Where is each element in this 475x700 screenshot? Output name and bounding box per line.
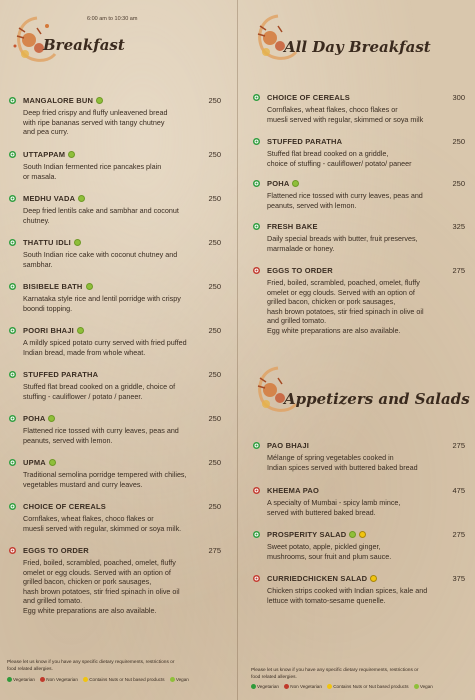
item-name-text: POHA [23,414,46,423]
menu-item-header [251,222,467,233]
item-description [267,149,463,168]
item-price: 250 [208,238,221,247]
menu-item-header [7,414,223,425]
item-description-line: Mélange of spring vegetables cooked in [267,453,394,462]
item-price: 275 [452,530,465,539]
item-name [23,150,75,159]
item-name-text: MANGALORE BUN [23,96,94,105]
item-description-line: Karnataka style rice and lentil porridge with crispy [23,294,181,303]
nut-icon [359,531,366,538]
item-description-line: Egg white preparations are also available. [267,325,401,335]
item-price: 250 [452,137,465,146]
veg-icon [253,180,260,187]
menu-item [7,502,223,533]
veg-icon [9,503,16,510]
item-price: 250 [208,414,221,423]
veg-icon [253,531,260,538]
nonveg-icon [253,575,260,582]
menu-item-header [251,179,467,190]
item-description-line: or masala. [23,171,57,181]
vegan-icon [48,415,55,422]
veg-icon [9,327,16,334]
item-description [23,294,219,313]
menu-item [7,282,223,313]
item-name [23,282,93,291]
item-description-line: A specialty of Mumbai - spicy lamb mince, [267,498,401,507]
item-price: 275 [208,546,221,555]
legend-nonveg: Non Vegetarian [290,684,322,689]
item-name [267,266,333,275]
menu-item [251,486,467,517]
veg-icon [251,684,256,689]
diet-legend [251,684,437,689]
menu-item [7,238,223,269]
item-description-line: Indian spices served with buttered baked bread [267,462,418,472]
item-description [23,206,219,225]
veg-icon [9,459,16,466]
item-description-line: Fried, boiled, scrambled, poached, omelet, fluffy [23,558,176,567]
item-price: 250 [208,326,221,335]
item-description-line: muesli served with regular, skimmed or soya milk [267,114,424,124]
item-description-line: stuffing - cauliflower / potato / paneer. [23,391,143,401]
item-description [23,108,219,137]
menu-item [7,194,223,225]
item-name-text: PAO BHAJI [267,441,310,450]
item-description [23,426,219,445]
veg-icon [7,677,12,682]
veg-icon [9,151,16,158]
item-description-line: Flattened rice tossed with curry leaves, peas and [267,191,423,200]
vegan-icon [78,195,85,202]
menu-item-header [7,370,223,381]
menu-item-header [7,326,223,337]
menu-item [7,150,223,181]
breakfast-header [5,10,230,70]
legend-nut: Contains Nuts or Nut based products [89,677,165,682]
item-price: 250 [208,458,221,467]
item-description-line: vegetables mustard and curry leaves. [23,479,143,489]
item-description-line: hash brown potatoes, stir fried spinach in olive oil [267,306,424,316]
nonveg-icon [253,267,260,274]
item-name-text: UPMA [23,458,46,467]
item-name [267,93,350,102]
item-name [267,441,309,450]
dietary-note-line: food related allergies. [251,674,297,680]
veg-icon [9,415,16,422]
item-name-text: EGGS TO ORDER [267,266,333,275]
vegan-icon [68,151,75,158]
menu-item-header [251,486,467,497]
all-day-header [244,8,469,68]
item-description-line: and grilled tomato. [267,316,327,326]
item-description-line: lettuce with tomato-sesame quenelle. [267,595,386,605]
item-name-text: EGGS TO ORDER [23,546,89,555]
item-description-line: peanuts, served with lemon. [267,200,357,210]
item-description-line: and grilled tomato. [23,596,83,606]
item-price: 275 [452,441,465,450]
vegan-icon [96,97,103,104]
menu-item [7,458,223,489]
item-name [23,502,106,511]
item-price: 250 [208,370,221,379]
legend-vegan: Vegan [419,684,433,689]
item-name-text: PROSPERITY SALAD [267,530,347,539]
menu-item [251,222,467,253]
item-description-line: Flattened rice tossed with curry leaves, peas and [23,426,179,435]
item-price: 250 [208,502,221,511]
dietary-note [7,660,232,673]
item-name-text: STUFFED PARATHA [267,137,343,146]
item-price: 250 [208,150,221,159]
item-name-text: CHOICE OF CEREALS [23,502,106,511]
item-price: 250 [208,194,221,203]
dietary-note-line: Please let us know if you have any specific dietary requirements, restrictions or [7,660,175,665]
item-description-line: Daily special breads with butter, fruit preserves, [267,234,418,243]
item-price: 300 [452,93,465,102]
legend-nut: Contains Nuts or Nut based products [333,684,409,689]
item-description-line: Fried, boiled, scrambled, poached, omelet, fluffy [267,278,420,287]
item-name [267,530,366,539]
item-description [267,191,463,210]
item-description [23,514,219,533]
menu-item-header [7,282,223,293]
diet-legend [7,677,193,682]
menu-item [251,93,467,124]
item-name [267,574,377,583]
item-description [23,470,219,489]
menu-item [7,414,223,445]
item-name [23,96,103,105]
item-description [23,250,219,269]
dietary-note-line: Please let us know if you have any specific dietary requirements, restrictions or [251,668,419,673]
menu-item [251,441,467,472]
menu-item-header [251,266,467,277]
item-description-line: peanuts, served with lemon. [23,435,113,445]
item-name [23,238,81,247]
item-description-line: hash brown potatoes, stir fried spinach in olive oil [23,586,180,596]
item-name [23,546,89,555]
menu-item-header [251,93,467,104]
breakfast-hours: 6:00 am to 10:30 am [87,16,138,22]
veg-icon [253,442,260,449]
menu-item-header [251,574,467,585]
menu-item-header [7,150,223,161]
item-description-line: chutney. [23,215,50,225]
item-price: 250 [208,96,221,105]
menu-item [7,326,223,357]
item-name [23,194,85,203]
item-description-line: boondi topping. [23,303,73,313]
item-name-text: UTTAPPAM [23,150,66,159]
legend-veg: Vegetarian [257,684,279,689]
item-description-line: Deep fried crispy and fluffy unleavened bread [23,108,168,117]
vegan-icon [414,684,419,689]
item-description-line: Indian bread, made from whole wheat. [23,347,146,357]
veg-icon [9,97,16,104]
nonveg-icon [253,487,260,494]
menu-item-header [7,502,223,513]
item-price: 250 [208,282,221,291]
item-name [267,222,318,231]
item-description-line: muesli served with regular, skimmed or soya milk. [23,523,182,533]
item-name-text: CHOICE OF CEREALS [267,93,350,102]
vegan-icon [49,459,56,466]
item-description-line: omelet or egg clouds. Served with an option of [267,287,415,297]
item-description-line: marmalade or honey. [267,243,335,253]
veg-icon [9,283,16,290]
vegan-icon [74,239,81,246]
item-name-text: THATTU IDLI [23,238,71,247]
all-day-title: All Day Breakfast [284,38,431,56]
menu-item-header [7,238,223,249]
item-name-text: MEDHU VADA [23,194,76,203]
breakfast-title: Breakfast [43,36,125,54]
item-price: 250 [452,179,465,188]
menu-item [7,546,223,615]
item-description-line: A mildly spiced potato curry served with fried puffed [23,338,187,347]
item-description-line: Egg white preparations are also available. [23,605,157,615]
dietary-note [251,668,475,681]
item-description [267,542,463,561]
menu-item-header [251,137,467,148]
menu-item-header [7,458,223,469]
item-name [23,458,56,467]
item-name [23,326,84,335]
nut-icon [327,684,332,689]
item-description [23,382,219,401]
veg-icon [9,195,16,202]
menu-item [251,530,467,561]
item-price: 375 [452,574,465,583]
item-description-line: Stuffed flat bread cooked on a griddle, choice of [23,382,176,391]
item-price: 275 [452,266,465,275]
item-name [23,414,55,423]
item-price: 475 [452,486,465,495]
item-description [267,234,463,253]
vegan-icon [349,531,356,538]
item-description-line: Sweet potato, apple, pickled ginger, [267,542,381,551]
item-description-line: South Indian rice cake with coconut chutney and [23,250,178,259]
veg-icon [9,371,16,378]
menu-item [251,137,467,168]
item-description [23,162,219,181]
menu-item [251,179,467,210]
menu-item-header [251,441,467,452]
item-name-text: BISIBELE BATH [23,282,83,291]
item-name [267,137,342,146]
item-description-line: sambhar. [23,259,53,269]
item-description-line: Cornflakes, wheat flakes, choco flakes or [267,105,398,114]
item-description [267,278,463,336]
legend-vegan: Vegan [175,677,189,682]
item-description-line: Chicken strips cooked with Indian spices, kale and [267,586,428,595]
item-description-line: and pea curry. [23,127,69,137]
veg-icon [9,239,16,246]
nut-icon [370,575,377,582]
item-description-line: grilled bacon, chicken or pork sausages, [267,297,396,307]
item-name [23,370,98,379]
veg-icon [253,138,260,145]
item-price: 325 [452,222,465,231]
item-name [267,486,319,495]
menu-item-header [251,530,467,541]
item-description-line: Stuffed flat bread cooked on a griddle, [267,149,389,158]
menu-item [251,266,467,335]
item-description [267,105,463,124]
item-name [267,179,299,188]
nonveg-icon [284,684,289,689]
vegan-icon [170,677,175,682]
menu-item-header [7,546,223,557]
item-description [267,586,463,605]
nut-icon [83,677,88,682]
menu-item [251,574,467,605]
legend-nonveg: Non Vegetarian [46,677,78,682]
item-description-line: grilled bacon, chicken or pork sausages, [23,577,152,587]
veg-icon [253,223,260,230]
item-name-text: FRESH BAKE [267,222,318,231]
vegan-icon [77,327,84,334]
veg-icon [253,94,260,101]
appetizers-title: Appetizers and Salads [284,390,470,408]
vegan-icon [292,180,299,187]
item-description-line: mushrooms, sour fruit and plum sauce. [267,551,392,561]
item-name-text: KHEEMA PAO [267,486,320,495]
menu-item [7,370,223,401]
dietary-note-line: food related allergies. [7,666,53,672]
menu-item-header [7,194,223,205]
legend-veg: Vegetarian [13,677,35,682]
column-divider [237,0,238,700]
nonveg-icon [9,547,16,554]
appetizers-header [244,360,469,420]
item-name-text: POHA [267,179,290,188]
nonveg-icon [40,677,45,682]
item-name-text: STUFFED PARATHA [23,370,99,379]
item-description-line: with ripe bananas served with tangy chutney [23,117,165,127]
item-description-line: served with buttered baked bread. [267,507,376,517]
item-description-line: choice of stuffing - cauliflower/ potato/ paneer [267,158,412,168]
item-description-line: Traditional semolina porridge tempered with chilies, [23,470,187,479]
item-description-line: South Indian fermented rice pancakes plain [23,162,162,171]
item-description [267,498,463,517]
vegan-icon [86,283,93,290]
item-description-line: Deep fried lentils cake and sambhar and coconut [23,206,179,215]
menu-item-header [7,96,223,107]
item-description [23,338,219,357]
item-description [267,453,463,472]
item-description [23,558,219,616]
item-description-line: omelet or egg clouds. Served with an option of [23,567,171,577]
menu-item [7,96,223,137]
item-description-line: Cornflakes, wheat flakes, choco flakes or [23,514,154,523]
item-name-text: CURRIEDCHICKEN SALAD [267,574,368,583]
item-name-text: POORI BHAJI [23,326,74,335]
